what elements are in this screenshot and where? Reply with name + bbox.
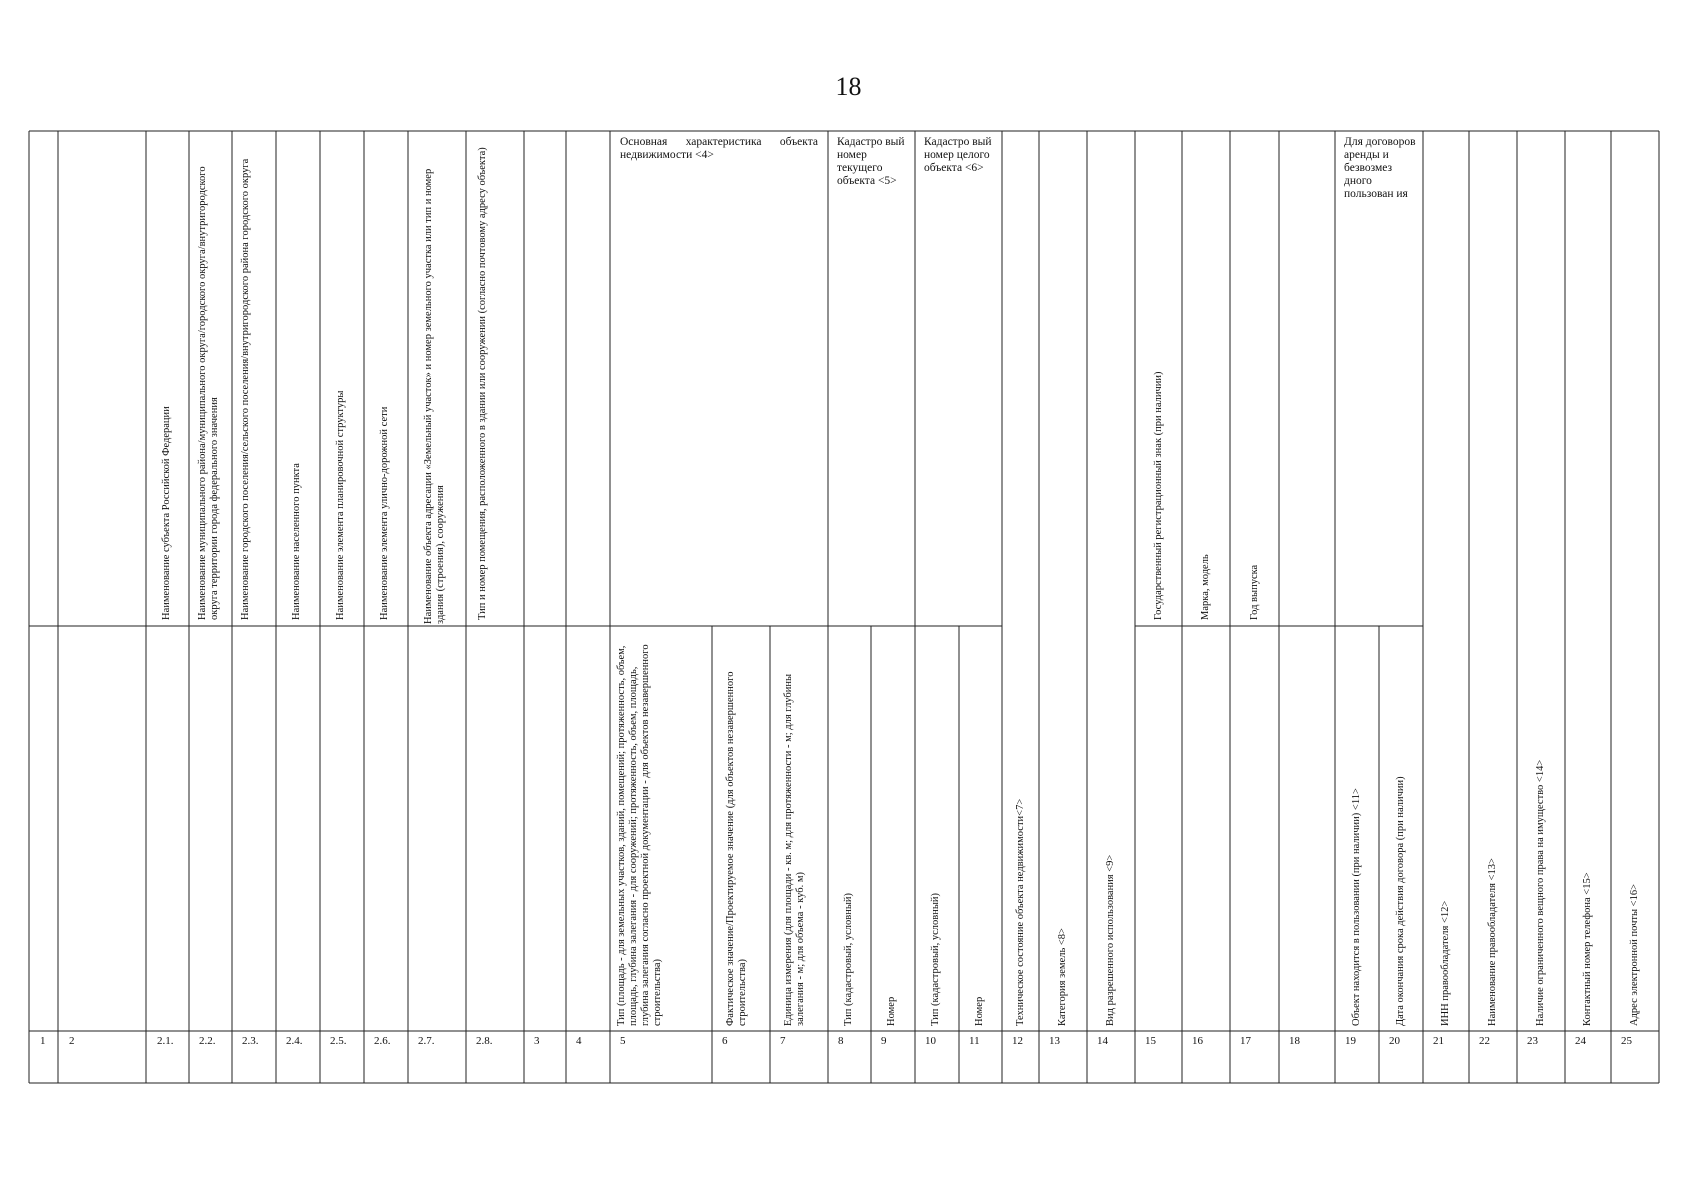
header-lease: Для договоров аренды и безвозмез дного пользован ия	[1344, 136, 1416, 200]
header-limited-right: Наличие ограниченного вещного права на имущество <14>	[1535, 759, 1546, 1026]
col-number: 13	[1049, 1035, 1060, 1047]
col-number: 19	[1345, 1035, 1356, 1047]
header-cadastral-current: Кадастро вый номер текущего объекта <5>	[837, 136, 905, 187]
col-number: 5	[620, 1035, 626, 1047]
header-holder-name: Наименование правообладателя <13>	[1487, 858, 1498, 1026]
header-subject-rf: Наименование субъекта Российской Федерации	[160, 406, 172, 620]
col-number: 15	[1145, 1035, 1156, 1047]
header-char-value: Фактическое значение/Проектируемое значение (для объектов незавершенного строительства)	[725, 671, 748, 1026]
col-number: 12	[1012, 1035, 1023, 1047]
header-cad-whole-number: Номер	[973, 996, 985, 1026]
col-number: 8	[838, 1035, 844, 1047]
col-number: 14	[1097, 1035, 1108, 1047]
header-premises-type: Тип и номер помещения, расположенного в здании или сооружении (согласно почтовому адресу объекта)	[477, 147, 488, 620]
col-number: 6	[722, 1035, 728, 1047]
header-char-unit: Единица измерения (для площади - кв. м; для протяженности - м; для глубины залегания - м; для объема - куб. м)	[783, 673, 806, 1026]
col-number: 2.4.	[286, 1035, 303, 1047]
col-number: 17	[1240, 1035, 1251, 1047]
header-cad-current-type: Тип (кадастровый, условный)	[842, 892, 854, 1026]
col-number: 24	[1575, 1035, 1586, 1047]
header-make-model: Марка, модель	[1200, 554, 1211, 620]
col-number: 18	[1289, 1035, 1300, 1047]
header-settlement: Наименование городского поселения/сельского поселения/внутригородского района городского округа	[240, 158, 251, 620]
col-number: 21	[1433, 1035, 1444, 1047]
header-year: Год выпуска	[1248, 564, 1260, 620]
col-number: 20	[1389, 1035, 1400, 1047]
header-inn: ИНН правообладателя <12>	[1440, 900, 1451, 1026]
header-permitted-use: Вид разрешенного использования <9>	[1105, 854, 1116, 1026]
col-number: 16	[1192, 1035, 1203, 1047]
header-registration-plate: Государственный регистрационный знак (при наличии)	[1152, 371, 1164, 620]
col-number: 2.8.	[476, 1035, 493, 1047]
col-number: 3	[534, 1035, 540, 1047]
col-number: 2.1.	[157, 1035, 174, 1047]
col-number: 2.7.	[418, 1035, 435, 1047]
col-number: 2	[69, 1035, 75, 1047]
header-land-category: Категория земель <8>	[1057, 928, 1068, 1026]
header-email: Адрес электронной почты <16>	[1629, 883, 1640, 1026]
header-cadastral-whole: Кадастро вый номер целого объекта <6>	[924, 136, 992, 174]
header-cad-whole-type: Тип (кадастровый, условный)	[930, 892, 941, 1026]
header-locality: Наименование населенного пункта	[291, 463, 302, 620]
header-municipal-district: Наименование муниципального района/муниципального округа/городского округа/внутригородского округа территории города федерального значения	[196, 166, 220, 620]
header-in-use: Объект находится в пользовании (при наличии) <11>	[1351, 788, 1362, 1026]
col-number: 25	[1621, 1035, 1632, 1047]
col-number: 1	[40, 1035, 46, 1047]
header-phone: Контактный номер телефона <15>	[1582, 872, 1593, 1026]
col-number: 9	[881, 1035, 887, 1047]
header-cad-current-number: Номер	[886, 996, 897, 1026]
col-number: 23	[1527, 1035, 1538, 1047]
header-contract-end: Дата окончания срока действия договора (при наличии)	[1395, 776, 1406, 1026]
header-char-type: Тип (площадь - для земельных участков, зданий, помещений; протяженность, объем, площадь, глубина залегания - для сооружений; протяженность, объем, площадь, глубина залегания согласно проектной документации - для объектов незавершенного строительства)	[616, 644, 663, 1026]
col-number: 11	[969, 1035, 980, 1047]
col-number: 22	[1479, 1035, 1490, 1047]
header-technical-state: Техническое состояние объекта недвижимости<7>	[1014, 798, 1026, 1026]
col-number: 7	[780, 1035, 786, 1047]
page-number: 18	[835, 72, 862, 101]
col-number: 2.3.	[242, 1035, 259, 1047]
col-number: 10	[925, 1035, 936, 1047]
col-number: 2.2.	[199, 1035, 216, 1047]
header-addressing-object: Наименование объекта адресации «Земельный участок» и номер земельного участка или тип и номер здания (строения), сооружения	[423, 168, 446, 624]
col-number: 4	[576, 1035, 582, 1047]
col-number: 2.5.	[330, 1035, 347, 1047]
col-number: 2.6.	[374, 1035, 391, 1047]
header-planning-element: Наименование элемента планировочной структуры	[335, 390, 346, 620]
header-main-characteristic: Основная характеристика объекта недвижимости <4>	[620, 136, 818, 161]
header-street-element: Наименование элемента улично-дорожной сети	[379, 406, 390, 620]
